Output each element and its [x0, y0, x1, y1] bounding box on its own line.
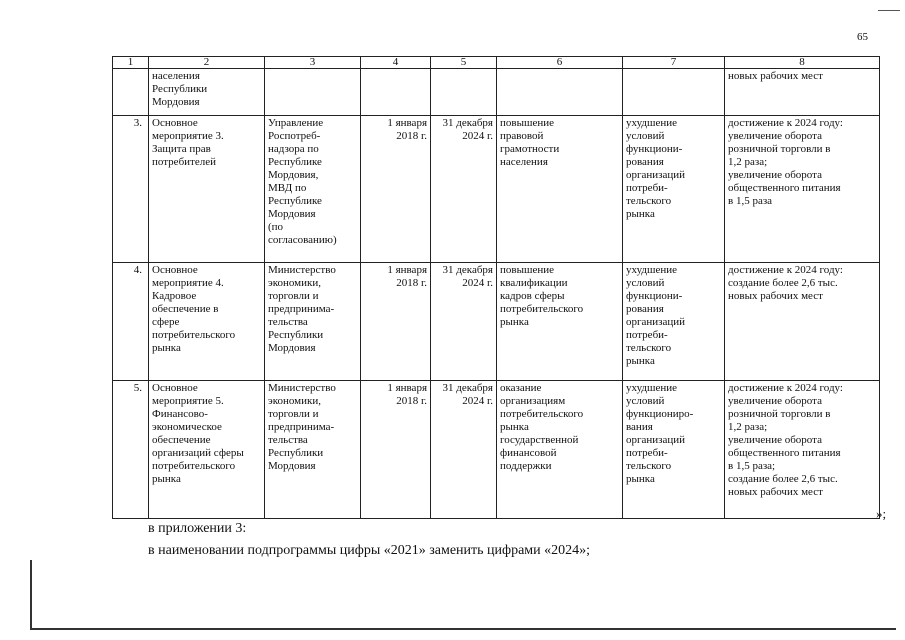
table-header-row [113, 57, 880, 69]
end-date: 31 декабря 2024 г. [431, 116, 497, 263]
start-date: 1 января 2018 г. [361, 381, 431, 519]
header-cell: 6 [497, 57, 623, 69]
executor: Управление Роспотреб- надзора по Республике Мордовия, МВД по Республике Мордовия (по согласованию) [265, 116, 361, 263]
scan-border [30, 560, 32, 630]
start-date: 1 января 2018 г. [361, 263, 431, 381]
table-row [113, 69, 880, 116]
risk-consequence: ухудшение условий функциони- рования организаций потреби- тельского рынка [623, 116, 725, 263]
page-number: 65 [857, 31, 868, 43]
expected-result: повышение квалификации кадров сферы потребительского рынка [497, 263, 623, 381]
end-date: 31 декабря 2024 г. [431, 263, 497, 381]
executor [265, 69, 361, 116]
target-indicator: новых рабочих мест [725, 69, 880, 116]
corner-mark [878, 10, 900, 11]
end-date [431, 69, 497, 116]
header-cell: 7 [623, 57, 725, 69]
end-date: 31 декабря 2024 г. [431, 381, 497, 519]
expected-result [497, 69, 623, 116]
header-cell: 5 [431, 57, 497, 69]
target-indicator: достижение к 2024 году: увеличение оборота розничной торговли в 1,2 раза; увеличение оборота общественного питания в 1,5 раза; создание более 2,6 тыс. новых рабочих мест [725, 381, 880, 519]
header-cell: 8 [725, 57, 880, 69]
event-name: Основное мероприятие 3. Защита прав потребителей [149, 116, 265, 263]
paragraph: в приложении 3: [148, 521, 247, 536]
events-table [112, 56, 880, 519]
start-date [361, 69, 431, 116]
header-cell: 2 [149, 57, 265, 69]
table-row [113, 381, 880, 519]
executor: Министерство экономики, торговли и предпринима- тельства Республики Мордовия [265, 263, 361, 381]
risk-consequence: ухудшение условий функциониро- вания организаций потреби- тельского рынка [623, 381, 725, 519]
header-cell: 4 [361, 57, 431, 69]
row-number: 4. [113, 263, 149, 381]
row-number: 5. [113, 381, 149, 519]
row-number: 3. [113, 116, 149, 263]
header-cell: 1 [113, 57, 149, 69]
table-row [113, 263, 880, 381]
target-indicator: достижение к 2024 году: создание более 2,6 тыс. новых рабочих мест [725, 263, 880, 381]
expected-result: повышение правовой грамотности населения [497, 116, 623, 263]
expected-result: оказание организациям потребительского рынка государственной финансовой поддержки [497, 381, 623, 519]
paragraph: в наименовании подпрограммы цифры «2021» заменить цифрами «2024»; [148, 543, 591, 558]
table-row [113, 116, 880, 263]
header-cell: 3 [265, 57, 361, 69]
event-name: Основное мероприятие 4. Кадровое обеспечение в сфере потребительского рынка [149, 263, 265, 381]
risk-consequence [623, 69, 725, 116]
event-name: Основное мероприятие 5. Финансово- экономическое обеспечение организаций сферы потребительского рынка [149, 381, 265, 519]
row-number [113, 69, 149, 116]
start-date: 1 января 2018 г. [361, 116, 431, 263]
risk-consequence: ухудшение условий функциони- рования организаций потреби- тельского рынка [623, 263, 725, 381]
executor: Министерство экономики, торговли и предпринима- тельства Республики Мордовия [265, 381, 361, 519]
scan-border [30, 628, 896, 630]
closing-quote: »; [876, 506, 887, 521]
event-name: населения Республики Мордовия [149, 69, 265, 116]
target-indicator: достижение к 2024 году: увеличение оборота розничной торговли в 1,2 раза; увеличение оборота общественного питания в 1,5 раза [725, 116, 880, 263]
